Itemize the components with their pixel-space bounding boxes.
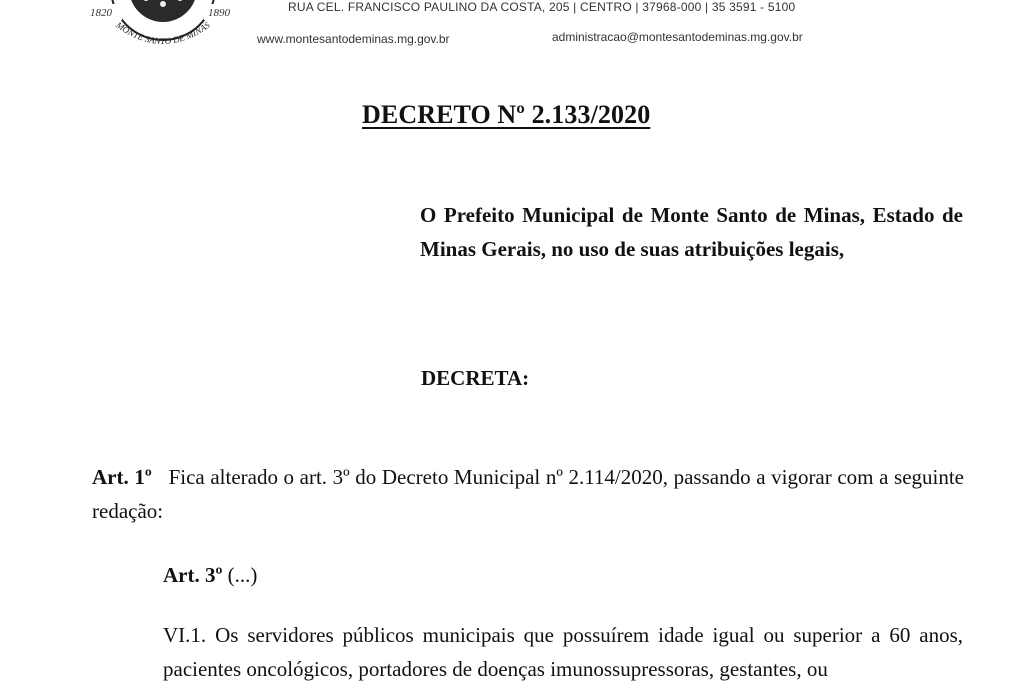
article-1 <box>92 460 964 528</box>
article-1-label: Art. 1º <box>92 465 152 489</box>
item-vi-1: VI.1. Os servidores públicos municipais que possuírem idade igual ou superior a 60 anos, pacientes oncológicos, portadores de doenças imunossupressoras, gestantes, ou <box>163 623 963 681</box>
decreta-heading: DECRETA: <box>421 366 530 390</box>
seal-year-right: 1890 <box>208 7 230 19</box>
article-1-text: Fica alterado o art. 3º do Decreto Municipal nº 2.114/2020, passando a vigorar com a seguinte redação: <box>92 465 965 523</box>
decree-preamble: O Prefeito Municipal de Monte Santo de Minas, Estado de Minas Gerais, no uso de suas atribuições legais, <box>420 203 963 261</box>
seal-motto: MONTE SANTO DE MINAS <box>114 19 212 47</box>
municipal-seal <box>88 0 238 58</box>
seal-year-left: 1820 <box>90 7 112 19</box>
article-3-text: (...) <box>227 563 258 587</box>
header-website: www.montesantodeminas.mg.gov.br <box>257 32 450 46</box>
decree-title: DECRETO Nº 2.133/2020 <box>362 100 651 129</box>
header-email: administracao@montesantodeminas.mg.gov.br <box>552 30 803 44</box>
article-3-label: Art. 3º <box>163 563 223 587</box>
header-address: RUA CEL. FRANCISCO PAULINO DA COSTA, 205 | CENTRO | 37968-000 | 35 3591 - 5100 <box>288 0 796 14</box>
article-3 <box>163 563 257 588</box>
